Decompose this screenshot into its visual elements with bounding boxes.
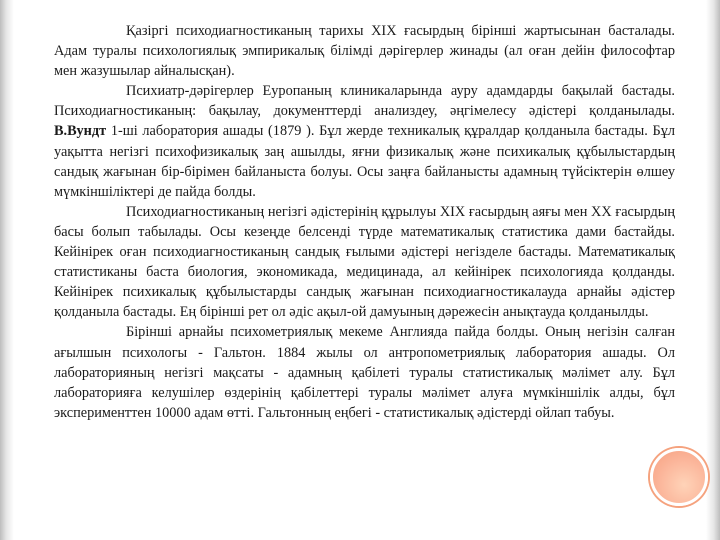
paragraph-2-text-b: 1-ші лаборатория ашады (1879 ). Бұл жерде техникалық құралдар қолданыла бастады. Бұл уақытта негізгі психофизикалық заң ашылды, яғни физикалық және психикалық құбылыстардың сандық жағынан бір-бірімен байланыста болуы. Осы заңға байланысты адамның түйсіктерін өлшеу мүмкіншіліктері де пайда болды. [54,123,675,200]
paragraph-1-text: Қазіргі психодиагностиканың тарихы XIX ғасырдың бірінші жартысынан басталады. Адам туралы психологиялық эмпирикалық білімді дәрігерлер жинады (ал оған дейін философтар мен жазушылар айналысқан). [54,23,675,80]
right-frame-shadow [706,0,720,540]
paragraph-3 [54,202,675,323]
document-text [54,21,675,423]
slide-body [14,0,706,540]
paragraph-2-bold-name: В.Вундт [54,123,107,140]
paragraph-2 [54,81,675,202]
paragraph-2-text-a: Психиатр-дәрігерлер Еуропаның клиникаларында ауру адамдарды бақылай бастады. Психодиагностиканың: бақылау, документтерді анализдеу, әңгімелесу әдістері қолданылады. [54,83,675,120]
paragraph-4 [54,322,675,422]
paragraph-3-text: Психодиагностиканың негізгі әдістерінің құрылуы XIX ғасырдың аяғы мен XX ғасырдың басы болып табылады. Осы кезеңде белсенді түрде математикалық статистика дами бастайды. Кейінірек оған психодиагностиканың сандық ғылыми әдістері негізделе бастады. Математикалық статистиканы баста биология, экономикада, медицинада, ал кейінірек психологияда қолданды. Кейінірек психикалық құбылыстарды сандық жағынан психодиагностикалауда арнайы әдістер қолданыла бастады. Ең бірінші рет ол әдіс ақыл-ой дамуының дәрежесін анықтауда қолданылды. [54,203,675,321]
left-frame-shadow [0,0,14,540]
paragraph-4-text: Бірінші арнайы психометриялық мекеме Англияда пайда болды. Оның негізін салған ағылшын психологы - Гальтон. 1884 жылы ол антропометриялық лаборатория ашады. Ол лабораторияның негізгі мақсаты - адамның қабілеті туралы статистикалық мәлімет алу. Бұл лабораторияға келушілер өздерінің қабілеттері туралы мәлімет алуға мүмкіншілік алды, бұл эксперименттен 10000 адам өтті. Гальтонның еңбегі - статистикалық әдістерді ойлап табуы. [54,324,675,421]
decorative-circle-icon [650,448,708,506]
paragraph-1 [54,21,675,81]
